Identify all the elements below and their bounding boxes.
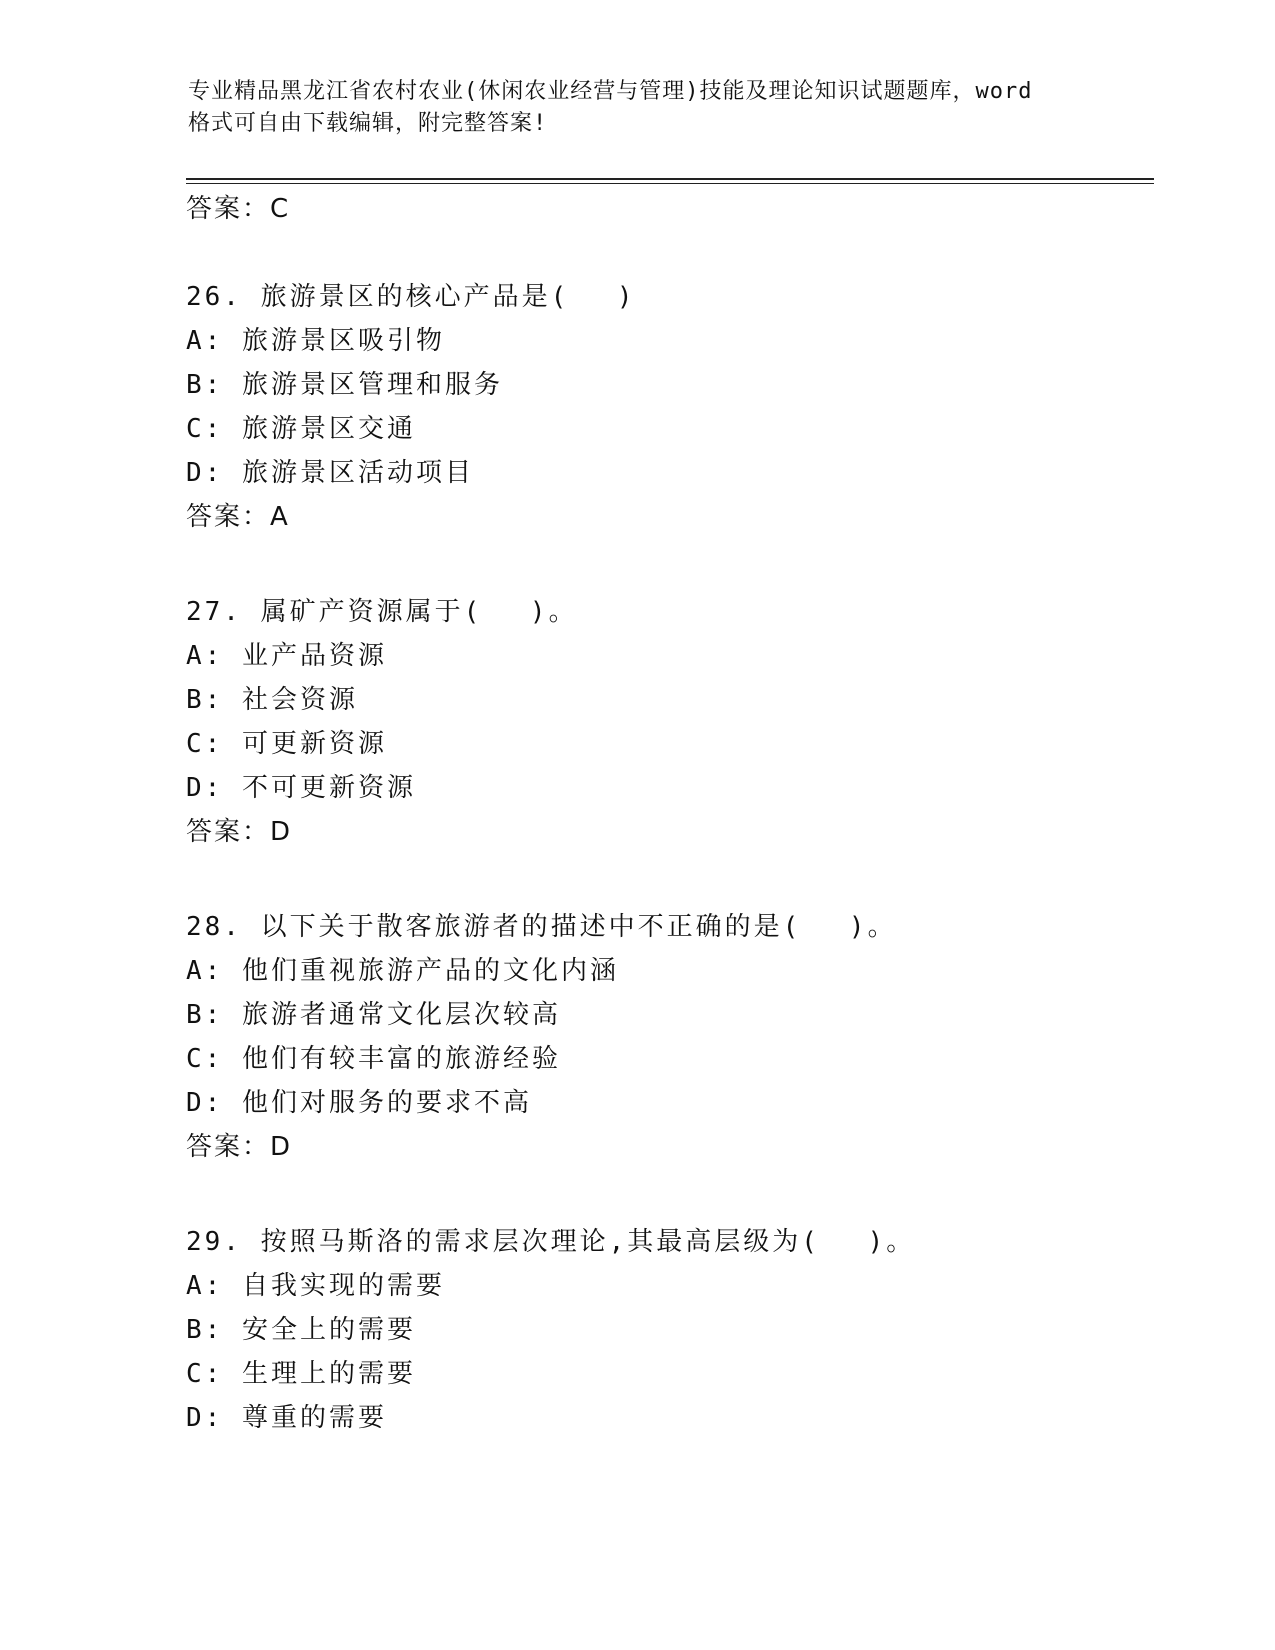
question-27-option-d: D: 不可更新资源 xyxy=(186,773,416,803)
question-29-option-b: B: 安全上的需要 xyxy=(186,1315,416,1345)
question-28-option-c: C: 他们有较丰富的旅游经验 xyxy=(186,1044,561,1074)
question-29-option-c: C: 生理上的需要 xyxy=(186,1359,416,1389)
question-26-option-d: D: 旅游景区活动项目 xyxy=(186,458,474,488)
question-27-answer: 答案：D xyxy=(186,817,293,847)
question-29-option-d: D: 尊重的需要 xyxy=(186,1403,387,1433)
header-rule-thin xyxy=(186,183,1154,184)
question-27-option-a: A: 业产品资源 xyxy=(186,641,387,671)
question-28-option-a: A: 他们重视旅游产品的文化内涵 xyxy=(186,956,619,986)
question-26-option-a: A: 旅游景区吸引物 xyxy=(186,326,445,356)
question-26-answer: 答案：A xyxy=(186,502,290,532)
document-header xyxy=(188,76,1088,140)
question-28-answer: 答案：D xyxy=(186,1132,293,1162)
question-29-stem: 29. 按照马斯洛的需求层次理论,其最高层级为( )。 xyxy=(186,1227,916,1257)
header-line-2: 格式可自由下载编辑，附完整答案! xyxy=(188,111,548,136)
header-rule-thick xyxy=(186,178,1154,180)
question-29-option-a: A: 自我实现的需要 xyxy=(186,1271,445,1301)
question-26-option-c: C: 旅游景区交通 xyxy=(186,414,416,444)
question-26-stem: 26. 旅游景区的核心产品是( ) xyxy=(186,282,636,312)
question-28-stem: 28. 以下关于散客旅游者的描述中不正确的是( )。 xyxy=(186,912,897,942)
header-line-1: 专业精品黑龙江省农村农业(休闲农业经营与管理)技能及理论知识试题题库，word xyxy=(188,79,1033,104)
question-27-stem: 27. 属矿产资源属于( )。 xyxy=(186,597,578,627)
question-28-option-d: D: 他们对服务的要求不高 xyxy=(186,1088,532,1118)
question-26-option-b: B: 旅游景区管理和服务 xyxy=(186,370,503,400)
previous-answer: 答案：C xyxy=(186,194,291,224)
question-27-option-c: C: 可更新资源 xyxy=(186,729,387,759)
question-27-option-b: B: 社会资源 xyxy=(186,685,358,715)
question-28-option-b: B: 旅游者通常文化层次较高 xyxy=(186,1000,561,1030)
